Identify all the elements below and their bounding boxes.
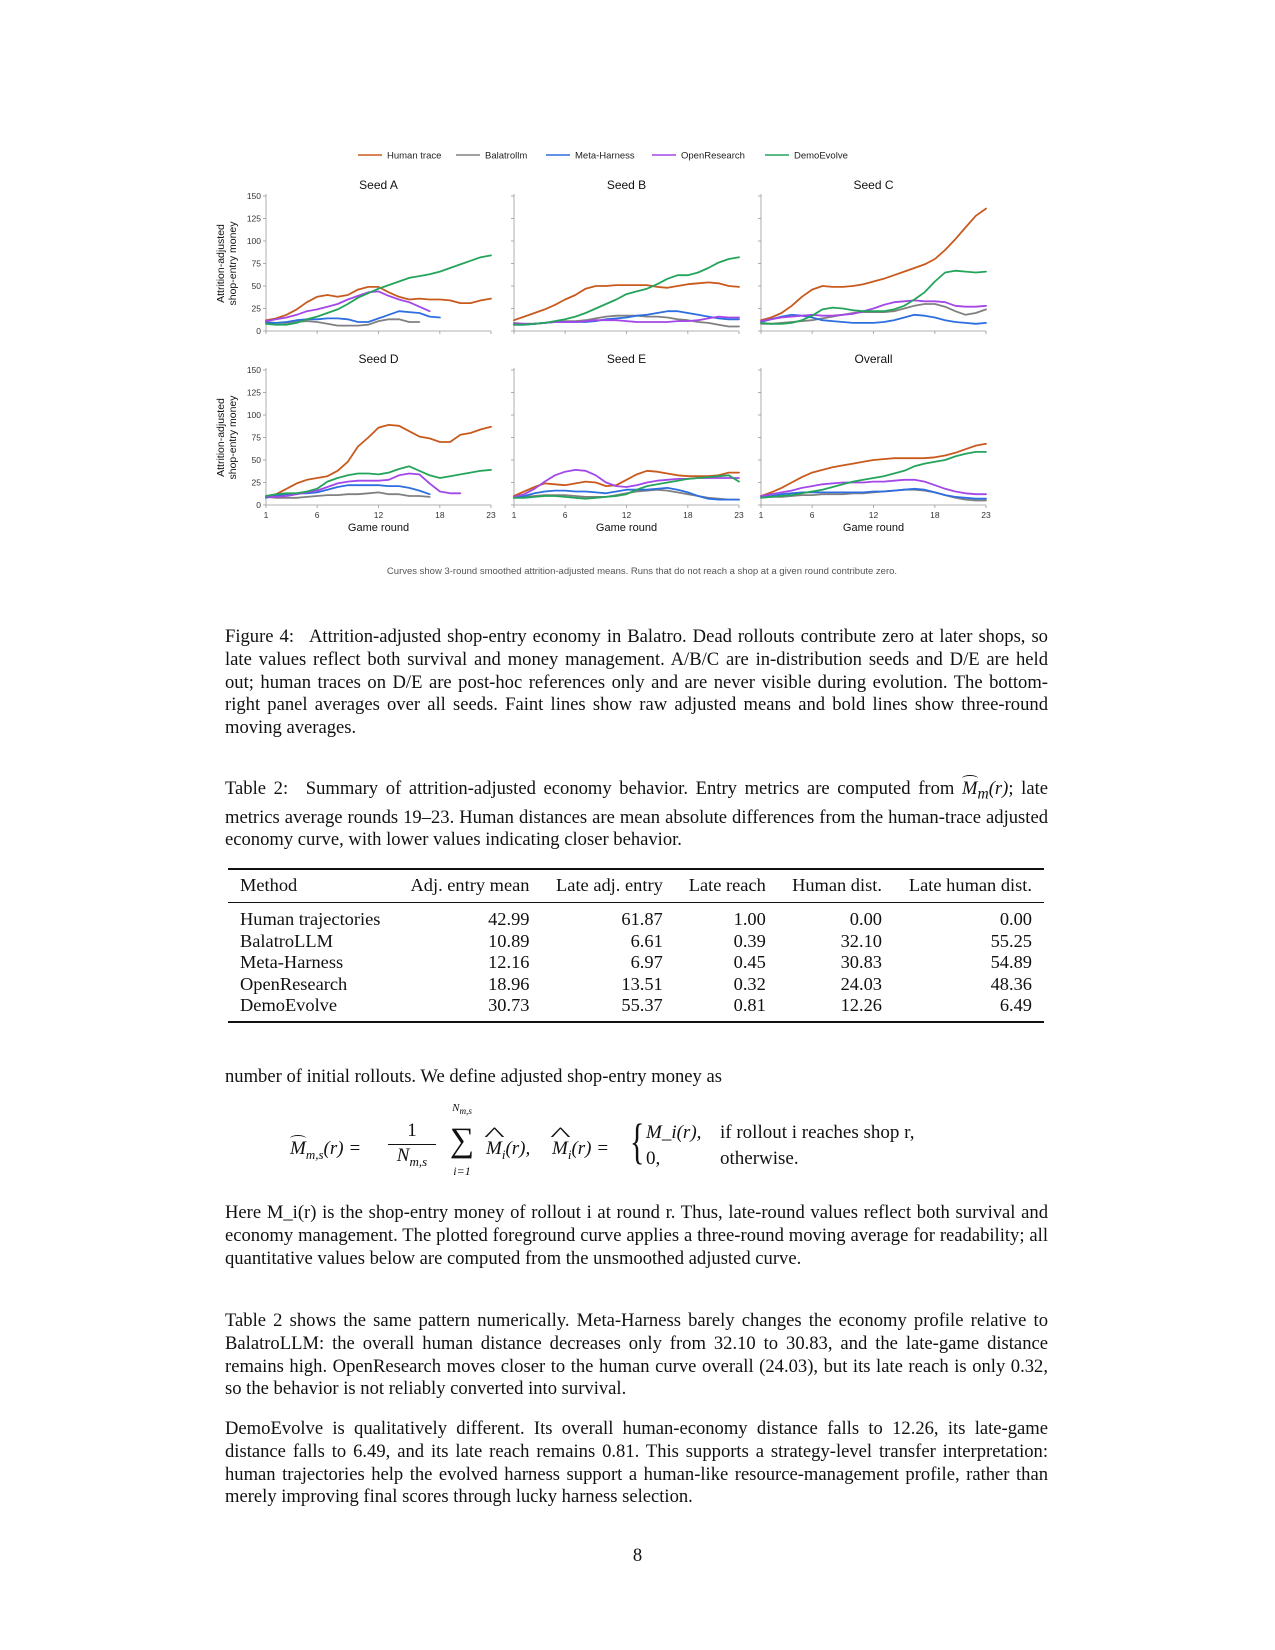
cell-late-human-dist: 48.36	[990, 973, 1032, 994]
table-row	[228, 931, 1044, 953]
cell-method: DemoEvolve	[240, 995, 338, 1015]
cell-method: OpenResearch	[240, 973, 348, 994]
eq-sum-icon: ∑	[449, 1122, 475, 1159]
equation-adjusted-money	[290, 1102, 1050, 1198]
chart-panel	[511, 352, 744, 534]
eq-lhs: $M_{m,s}(r)$ =	[290, 1138, 362, 1162]
figure-4	[200, 150, 1080, 590]
chart-panel	[758, 178, 986, 334]
cell-adj-entry-mean: 12.16	[488, 952, 530, 972]
x-tick-label: 1	[263, 510, 269, 520]
paragraph-table: Table 2 shows the same pattern numerically. Meta-Harness barely changes the economy profile relative to BalatroLLM: the overall human distance decreases only from 32.10 to 30.83, and the late-game distance remains high. OpenResearch moves closer to the human curve overall (24.03), but its late reach is only 0.32, so the behavior is not reliably converted into survival.	[225, 1310, 1048, 1400]
cell-human-dist: 30.83	[840, 952, 882, 972]
table-caption-symbol: M	[962, 778, 978, 799]
y-tick-label: 0	[256, 500, 261, 510]
cell-method: BalatroLLM	[240, 930, 333, 951]
table-2	[228, 868, 1044, 1023]
y-tick-label: 150	[246, 365, 261, 375]
x-axis-label: Game round	[842, 522, 905, 534]
eq-case2-value: 0,	[646, 1148, 661, 1169]
panel-title: Seed E	[606, 352, 647, 366]
cell-late-human-dist: 6.49	[999, 995, 1032, 1015]
table-row	[228, 974, 1044, 996]
x-tick-label: 6	[562, 510, 568, 520]
eq-case1-value: M_i(r),	[646, 1122, 702, 1143]
y-tick-label: 50	[251, 281, 261, 291]
y-axis-label: Attrition-adjustedshop-entry money	[215, 221, 239, 306]
x-tick-label: 12	[373, 510, 384, 520]
cell-late-human-dist: 54.89	[990, 952, 1032, 972]
col-late-adj-entry: Late adj. entry	[556, 875, 663, 895]
cell-late-reach: 0.45	[733, 952, 766, 972]
table-row	[228, 903, 1044, 931]
table-header-row	[228, 869, 1044, 903]
y-tick-label: 100	[246, 236, 261, 246]
panel-title: Overall	[854, 352, 893, 366]
figure-note: Curves show 3-round smoothed attrition-adjusted means. Runs that do not reach a shop at a given round contribute zero.	[386, 566, 898, 577]
cell-human-dist: 0.00	[849, 909, 882, 929]
table-caption-symbol-arg: (r)	[988, 778, 1009, 799]
legend-item	[765, 151, 848, 162]
cell-method: Human trajectories	[240, 909, 381, 929]
cell-adj-entry-mean: 30.73	[488, 995, 530, 1015]
cell-late-adj-entry: 13.51	[621, 973, 663, 994]
figure-caption-text: Attrition-adjusted shop-entry economy in Balatro. Dead rollouts contribute zero at later shops, so late values reflect both survival and money management. A/B/C are in-distribution seeds and D/E are held out; human traces on D/E are post-hoc references only and are never visible during evolution. The bottom-right panel averages over all seeds. Faint lines show raw adjusted means and bold lines show three-round moving averages.	[225, 626, 1048, 739]
y-tick-label: 25	[251, 303, 261, 314]
chart-panel	[215, 178, 491, 336]
y-tick-label: 75	[251, 258, 261, 269]
series-line	[761, 209, 986, 321]
y-axis-label: Attrition-adjustedshop-entry money	[215, 395, 239, 480]
paragraph-intro: number of initial rollouts. We define adjusted shop-entry money as	[225, 1066, 722, 1087]
cell-late-reach: 0.81	[733, 995, 766, 1015]
cell-late-human-dist: 55.25	[990, 930, 1032, 951]
x-tick-label: 1	[511, 510, 517, 520]
legend-item	[358, 151, 441, 162]
cell-late-adj-entry: 6.61	[630, 930, 663, 951]
col-adj-entry-mean: Adj. entry mean	[410, 875, 530, 895]
x-tick-label: 12	[621, 510, 632, 520]
legend-label: Human trace	[387, 150, 442, 162]
x-axis-label: Game round	[595, 522, 658, 534]
col-late-human-dist: Late human dist.	[908, 875, 1032, 895]
col-late-reach: Late reach	[688, 875, 766, 895]
x-tick-label: 6	[314, 510, 320, 520]
legend-label: DemoEvolve	[794, 150, 848, 162]
table-caption-text-a: Summary of attrition-adjusted economy behavior. Entry metrics are computed from	[305, 778, 955, 799]
cell-method: Meta-Harness	[240, 952, 344, 972]
legend-item	[546, 151, 635, 162]
table-body	[228, 903, 1044, 1022]
x-tick-label: 18	[930, 510, 940, 520]
eq-brace-icon: {	[630, 1113, 645, 1169]
y-tick-label: 125	[246, 387, 261, 398]
y-tick-label: 0	[256, 326, 261, 336]
cell-late-human-dist: 0.00	[999, 909, 1032, 929]
legend-item	[456, 151, 527, 162]
cell-adj-entry-mean: 10.89	[488, 930, 530, 951]
x-tick-label: 12	[868, 510, 879, 520]
y-tick-label: 25	[251, 477, 261, 488]
figure-legend	[358, 151, 848, 162]
cell-human-dist: 32.10	[840, 930, 882, 951]
cell-late-adj-entry: 6.97	[630, 952, 663, 972]
panel-title: Seed C	[853, 178, 894, 192]
legend-label: Balatrollm	[485, 150, 528, 162]
col-method: Method	[240, 875, 298, 895]
figure-caption-label: Figure 4:	[225, 626, 294, 647]
chart-panel	[758, 352, 991, 534]
eq-frac: 1 $N_{m,s}$	[388, 1120, 436, 1170]
eq-def: ^ $M_i(r)$ =	[552, 1138, 609, 1163]
x-tick-label: 18	[435, 510, 445, 520]
table-caption-text-b: ; late metrics average rounds 19–23. Human distances are mean absolute differences from the human-trace adjusted economy curve, with lower values indicating closer behavior.	[225, 778, 1049, 851]
figure-panels	[215, 178, 991, 534]
cell-late-reach: 1.00	[733, 909, 766, 929]
table-row	[228, 995, 1044, 1022]
eq-term: ^ $M_i(r)$,	[486, 1138, 530, 1163]
cell-adj-entry-mean: 18.96	[488, 973, 530, 994]
table-caption-symbol-sub: m	[977, 785, 989, 803]
cell-human-dist: 24.03	[840, 973, 882, 994]
x-tick-label: 1	[758, 510, 764, 520]
x-axis-label: Game round	[347, 522, 410, 534]
table-row	[228, 952, 1044, 974]
table-caption	[225, 778, 1048, 852]
panel-title: Seed A	[359, 178, 398, 192]
legend-item	[652, 151, 745, 162]
table-caption-label: Table 2:	[225, 778, 289, 799]
series-line	[514, 282, 739, 320]
x-tick-label: 18	[683, 510, 693, 520]
panel-title: Seed B	[606, 178, 647, 192]
x-tick-label: 6	[809, 510, 815, 520]
page-number: 8	[632, 1545, 643, 1566]
chart-panel	[511, 178, 739, 334]
chart-panel	[215, 352, 496, 534]
cell-late-reach: 0.32	[733, 973, 766, 994]
y-tick-label: 125	[246, 213, 261, 224]
cell-late-reach: 0.39	[733, 930, 766, 951]
x-tick-label: 23	[981, 510, 991, 520]
legend-label: Meta-Harness	[575, 150, 635, 162]
y-tick-label: 75	[251, 432, 261, 443]
legend-label: OpenResearch	[681, 150, 745, 162]
eq-case1-condition: if rollout i reaches shop r,	[720, 1122, 915, 1143]
figure-caption	[225, 626, 1048, 740]
eq-case2-condition: otherwise.	[720, 1148, 799, 1169]
series-line	[761, 444, 986, 496]
paragraph-demoevolve: DemoEvolve is qualitatively different. Its overall human-economy distance falls to 12.26, its late-game distance falls to 6.49, and its late reach remains 0.81. This supports a strategy-level transfer interpretation: human trajectories help the evolved harness support a human-like resource-management profile, rather than merely improving final scores through lucky harness selection.	[225, 1418, 1048, 1508]
cell-late-adj-entry: 55.37	[621, 995, 663, 1015]
x-tick-label: 23	[734, 510, 744, 520]
col-human-dist: Human dist.	[792, 875, 882, 895]
cell-adj-entry-mean: 42.99	[488, 909, 530, 929]
y-tick-label: 150	[246, 191, 261, 201]
eq-sum-top: $N_{m,s}$	[452, 1102, 472, 1117]
x-tick-label: 23	[486, 510, 496, 520]
y-tick-label: 100	[246, 410, 261, 420]
panel-title: Seed D	[358, 352, 399, 366]
y-tick-label: 50	[251, 455, 261, 465]
cell-late-adj-entry: 61.87	[621, 909, 663, 929]
series-line	[514, 471, 739, 496]
paragraph-here: Here M_i(r) is the shop-entry money of rollout i at round r. Thus, late-round values reflect both survival and economy management. The plotted foreground curve applies a three-round moving average for readability; all quantitative values below are computed from the unsmoothed adjusted curve.	[225, 1202, 1048, 1269]
eq-sum-bottom: i=1	[453, 1164, 471, 1178]
series-line	[514, 257, 739, 325]
cell-human-dist: 12.26	[840, 995, 882, 1015]
